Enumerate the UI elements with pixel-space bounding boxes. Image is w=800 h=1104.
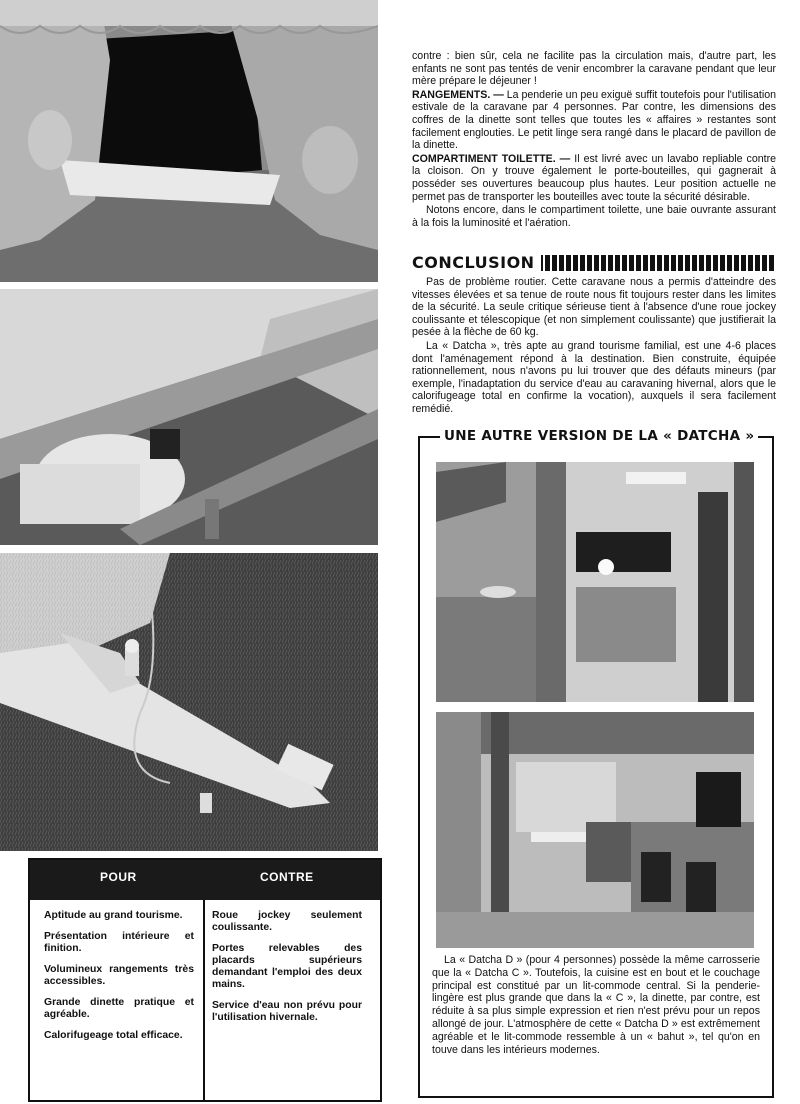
toilette-text: Il est livré avec un lavabo repliable contre la cloison. On y trouve également le porte-bouteilles, qui gagnerait à posséder ses ouvertures beaucoup plus hautes. Leur position actuelle ne permet pas de transporter les bouteilles avec toute la sécurité désirable. (412, 152, 776, 203)
intro-paragraph: contre : bien sûr, cela ne facilite pas la circulation mais, d'autre part, les enfants ne sont pas tentés de venir encombrer la caravane pendant que leur mère prépare le déjeuner ! (412, 50, 776, 88)
conclusion-title: CONCLUSION (412, 253, 541, 273)
contre-list (212, 910, 362, 1033)
pour-item: Calorifugeage total efficace. (44, 1030, 183, 1041)
pour-label: POUR (100, 870, 137, 884)
pour-item: Volumineux rangements très accessibles. (44, 964, 194, 987)
pour-item: Aptitude au grand tourisme. (44, 910, 183, 921)
other-version-title: UNE AUTRE VERSION DE LA « DATCHA » (440, 427, 758, 445)
pour-item: Grande dinette pratique et agréable. (44, 997, 194, 1020)
conclusion-heading (412, 253, 776, 273)
pour-contre-divider (203, 900, 205, 1100)
toilette-paragraph (412, 153, 776, 203)
rangements-paragraph (412, 89, 776, 152)
right-column-text (412, 50, 776, 230)
contre-item: Roue jockey seulement coulissante. (212, 910, 362, 933)
photo-interior-kitchen (436, 462, 754, 702)
conclusion-text (412, 276, 776, 417)
other-version-paragraph: La « Datcha D » (pour 4 personnes) possède la même carrosserie que la « Datcha C ». Toutefois, la cuisine est en bout et le couchage principal est constitué par un lit-commode central. Si la penderie-lingère est plus grande que dans la « C », la dinette, par contre, est réduite à sa plus simple expression et rien n'est prévu pour un repos allongé de jour. L'atmosphère de cette « Datcha D » est extrêmement agréable et le lit-commode ressemble à un « bahut », tel qu'on en touve dans les intérieurs modernes. (432, 954, 760, 1056)
contre-item: Portes relevables des placards supérieurs demandant l'emploi des deux mains. (212, 943, 362, 990)
other-version-text (432, 954, 760, 1056)
rangements-text: La penderie un peu exiguë suffit toutefois pour l'utilisation estivale de la caravane par 4 personnes. Par contre, les dimensions des coffres de la dinette sont telles que toutes les « affaires » restantes sont facilement englouties. Le petit linge sera rangé dans le placard de pavillon de la dinette. (412, 88, 776, 152)
contre-item: Service d'eau non prévu pour l'utilisation hivernale. (212, 1000, 362, 1023)
photo-towbar (0, 553, 378, 851)
other-version-box (418, 428, 774, 1098)
notons-paragraph: Notons encore, dans le compartiment toilette, une baie ouvrante assurant à la fois la luminosité et l'aération. (412, 204, 776, 229)
photo-interior-dinette (436, 712, 754, 948)
conclusion-paragraph-1: Pas de problème routier. Cette caravane nous a permis d'atteindre des vitesses élevées et sa tenue de route nous fit toujours rester dans les limites de la sécurité. La seule critique sérieuse tient à l'absence d'une roue jockey coulissante et télescopique (et non simplement coulissante) que justifierait la pesée à la flèche de 60 kg. (412, 276, 776, 339)
photo-storage-box (0, 289, 378, 545)
rangements-heading: RANGEMENTS. — (412, 88, 504, 101)
toilette-heading: COMPARTIMENT TOILETTE. — (412, 152, 571, 165)
contre-label: CONTRE (260, 870, 314, 884)
pour-contre-header (30, 860, 380, 900)
pour-list (44, 910, 194, 1051)
pour-contre-table (28, 858, 382, 1102)
pour-item: Présentation intérieure et finition. (44, 931, 194, 954)
photo-window-curtains (0, 0, 378, 282)
conclusion-paragraph-2: La « Datcha », très apte au grand tourisme familial, est une 4-6 places dont l'aménagement répond à la destination. Bien construite, équipée rationnellement, nous n'avons pu lui trouver que des défauts mineurs (par exemple, l'inadaptation du service d'eau au caravaning hivernal, alors que le calorifugeage total en confirme la vocation), auxquels il sera facilement remédié. (412, 339, 776, 415)
